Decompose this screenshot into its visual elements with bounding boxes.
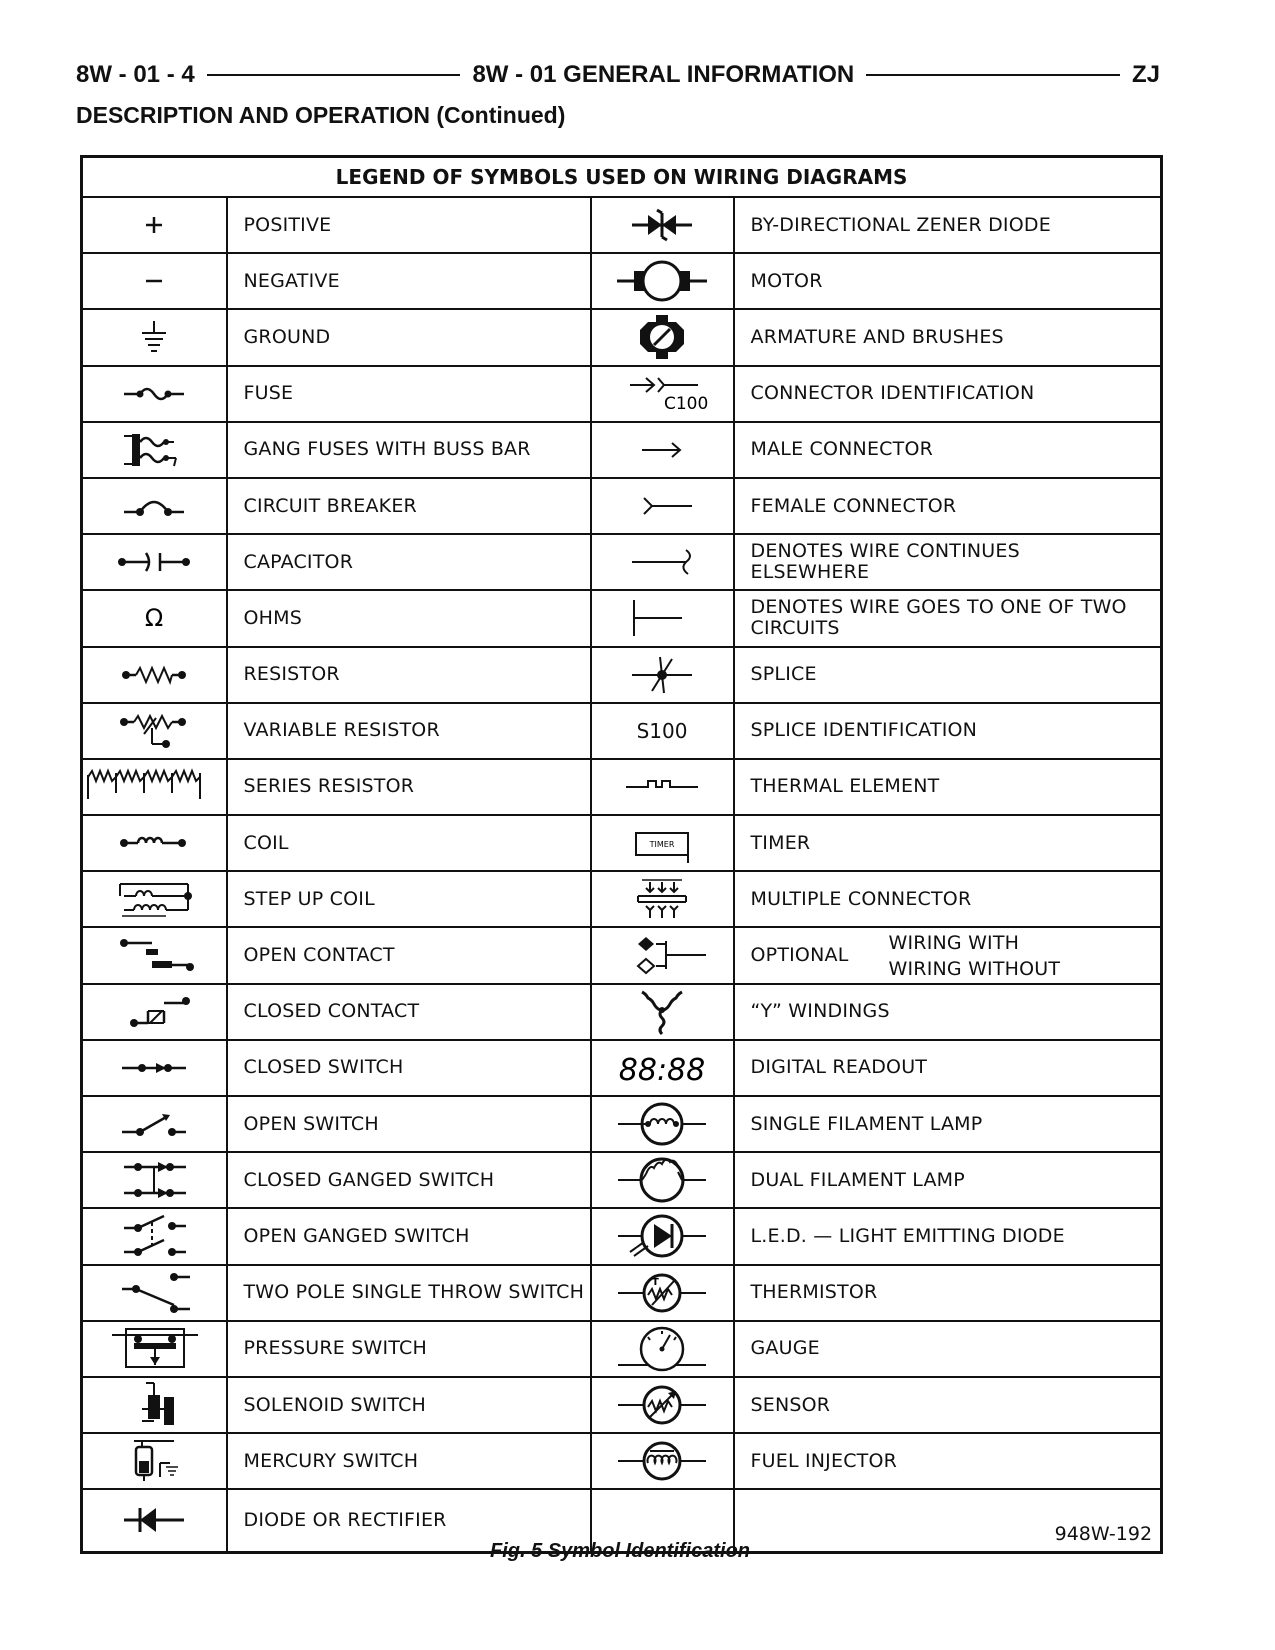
legend-title: LEGEND OF SYMBOLS USED ON WIRING DIAGRAMS [82,157,1162,198]
timer-icon [591,815,734,871]
splice-icon [591,647,734,703]
symbol-label: VARIABLE RESISTOR [227,703,591,759]
symbol-label: DIODE OR RECTIFIER [227,1489,591,1552]
optional-icon [591,927,734,983]
sensor-icon [591,1377,734,1433]
symbol-label: TWO POLE SINGLE THROW SWITCH [227,1265,591,1321]
dual-filament-lamp-icon [591,1152,734,1208]
fuse-icon [82,366,227,422]
symbol-label: STEP UP COIL [227,871,591,927]
figure-caption: Fig. 5 Symbol Identification [489,1540,751,1562]
positive-icon [82,197,227,253]
multiple-connector-icon [591,871,734,927]
symbol-label: NEGATIVE [227,253,591,309]
digital-readout-text: 88:88 [618,1052,706,1088]
symbol-label: CIRCUIT BREAKER [227,478,591,534]
variable-resistor-icon [82,703,227,759]
y-windings-icon [591,984,734,1040]
symbol-label: ARMATURE AND BRUSHES [734,309,1162,365]
symbol-label: GROUND [227,309,591,365]
symbol-label: MOTOR [734,253,1162,309]
symbol-label: OHMS [227,590,591,646]
page-number: 8W - 01 - 4 [76,61,195,88]
capacitor-icon [82,534,227,590]
figure-reference: 948W-192 [734,1489,1162,1552]
table-row [82,422,1162,478]
symbol-label: OPEN GANGED SWITCH [227,1208,591,1264]
digital-readout-icon [591,1040,734,1096]
symbol-label: MERCURY SWITCH [227,1433,591,1489]
step-up-coil-icon [82,871,227,927]
section-title: 8W - 01 GENERAL INFORMATION [472,61,855,88]
symbol-label: SENSOR [734,1377,1162,1433]
pressure-switch-icon [82,1321,227,1377]
table-row [82,534,1162,590]
symbol-label: L.E.D. — LIGHT EMITTING DIODE [734,1208,1162,1264]
symbol-label: GAUGE [734,1321,1162,1377]
open-contact-icon [82,927,227,983]
gauge-icon [591,1321,734,1377]
table-row [82,478,1162,534]
female-connector-icon [591,478,734,534]
symbol-label: TIMER [734,815,1162,871]
model-code: ZJ [1132,61,1161,88]
symbol-label: CLOSED GANGED SWITCH [227,1152,591,1208]
table-row [82,927,1162,983]
symbol-label: DENOTES WIRE CONTINUES ELSEWHERE [734,534,1162,590]
single-filament-lamp-icon [591,1096,734,1152]
svg-text:T: T [652,1276,659,1288]
led-icon [591,1208,734,1264]
circuit-breaker-icon [82,478,227,534]
symbol-label: FEMALE CONNECTOR [734,478,1162,534]
symbol-label: PRESSURE SWITCH [227,1321,591,1377]
table-row [82,1096,1162,1152]
negative-icon [82,253,227,309]
table-row [82,1208,1162,1264]
svg-text:Ω: Ω [145,604,164,633]
symbol-label: MALE CONNECTOR [734,422,1162,478]
header-rule-left [207,74,461,76]
ohms-icon [82,590,227,646]
symbol-label: CLOSED CONTACT [227,984,591,1040]
table-row [82,309,1162,365]
zener-diode-icon [591,197,734,253]
male-connector-icon [591,422,734,478]
table-row [82,1321,1162,1377]
table-row [82,871,1162,927]
symbol-label: THERMISTOR [734,1265,1162,1321]
connector-id-text: C100 [664,393,709,414]
symbol-legend-table [80,155,1163,1554]
thermistor-icon [591,1265,734,1321]
coil-icon [82,815,227,871]
ground-icon [82,309,227,365]
symbol-label: COIL [227,815,591,871]
symbol-label: POSITIVE [227,197,591,253]
table-row [82,703,1162,759]
symbol-label: FUSE [227,366,591,422]
symbol-label: OPEN CONTACT [227,927,591,983]
optional-label: OPTIONAL WIRING WITH WIRING WITHOUT [734,927,1162,983]
table-row [82,984,1162,1040]
series-resistor-icon [82,759,227,815]
section-subheader: DESCRIPTION AND OPERATION (Continued) [76,102,566,128]
timer-text: TIMER [649,840,675,850]
table-row [82,197,1162,253]
symbol-label: CAPACITOR [227,534,591,590]
symbol-label: GANG FUSES WITH BUSS BAR [227,422,591,478]
table-row [82,647,1162,703]
splice-id-text: S100 [591,703,734,759]
wire-continues-icon [591,534,734,590]
symbol-label: DUAL FILAMENT LAMP [734,1152,1162,1208]
symbol-label: THERMAL ELEMENT [734,759,1162,815]
symbol-label: “Y” WINDINGS [734,984,1162,1040]
fuel-injector-icon [591,1433,734,1489]
connector-id-icon [591,366,734,422]
table-row [82,1040,1162,1096]
symbol-label: DENOTES WIRE GOES TO ONE OF TWO CIRCUITS [734,590,1162,646]
table-row [82,366,1162,422]
symbol-label: DIGITAL READOUT [734,1040,1162,1096]
symbol-label: FUEL INJECTOR [734,1433,1162,1489]
closed-switch-icon [82,1040,227,1096]
symbol-label: BY-DIRECTIONAL ZENER DIODE [734,197,1162,253]
table-row [82,1152,1162,1208]
closed-contact-icon [82,984,227,1040]
resistor-icon [82,647,227,703]
thermal-element-icon [591,759,734,815]
open-ganged-switch-icon [82,1208,227,1264]
symbol-label: SOLENOID SWITCH [227,1377,591,1433]
symbol-label: RESISTOR [227,647,591,703]
symbol-label: SPLICE [734,647,1162,703]
symbol-label: CONNECTOR IDENTIFICATION [734,366,1162,422]
solenoid-switch-icon [82,1377,227,1433]
wire-one-of-two-icon [591,590,734,646]
armature-icon [591,309,734,365]
two-pole-switch-icon [82,1265,227,1321]
open-switch-icon [82,1096,227,1152]
header-rule-right [866,74,1120,76]
symbol-label: SERIES RESISTOR [227,759,591,815]
gang-fuses-icon [82,422,227,478]
symbol-label: SINGLE FILAMENT LAMP [734,1096,1162,1152]
table-row [82,253,1162,309]
symbol-label: SPLICE IDENTIFICATION [734,703,1162,759]
table-row [82,590,1162,646]
closed-ganged-switch-icon [82,1152,227,1208]
table-row [82,1377,1162,1433]
table-row [82,1265,1162,1321]
table-row [82,815,1162,871]
table-row [82,1433,1162,1489]
symbol-label: MULTIPLE CONNECTOR [734,871,1162,927]
symbol-label: OPEN SWITCH [227,1096,591,1152]
symbol-label: CLOSED SWITCH [227,1040,591,1096]
table-row [82,759,1162,815]
mercury-switch-icon [82,1433,227,1489]
motor-icon [591,253,734,309]
page-header [76,58,1160,92]
